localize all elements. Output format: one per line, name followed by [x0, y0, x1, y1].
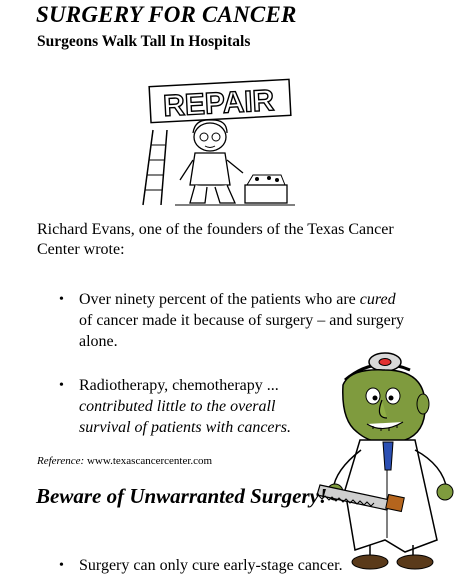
- bullet-text: Over ninety percent of the patients who are: [79, 291, 360, 308]
- bullet-icon: •: [59, 558, 64, 573]
- page-title: SURGERY FOR CANCER: [36, 2, 297, 27]
- reference-source: www.texascancercenter.com: [84, 455, 213, 467]
- reference-line: [37, 455, 212, 467]
- repair-sign-text: REPAIR: [162, 84, 276, 123]
- page-subtitle: Surgeons Walk Tall In Hospitals: [37, 33, 251, 50]
- list-item: [59, 375, 329, 438]
- doctor-illustration: [315, 340, 463, 580]
- bullet-emphasis: contributed little to the overall survival of patients with cancers.: [79, 398, 291, 436]
- bullet-emphasis: cured: [359, 291, 396, 308]
- intro-paragraph: Richard Evans, one of the founders of the Texas Cancer Center wrote:: [37, 221, 394, 258]
- bullet-icon: •: [59, 292, 64, 307]
- reference-label: Reference:: [37, 455, 85, 467]
- section-heading: Beware of Unwarranted Surgery!: [36, 484, 328, 508]
- bullet-text: Radiotherapy, chemotherapy ...: [79, 377, 279, 394]
- list-item: [59, 555, 439, 576]
- bullet-text-cont: of cancer made it because of surgery – and surgery alone.: [79, 312, 405, 350]
- bullet-icon: •: [59, 378, 64, 393]
- bullet-text: Surgery can only cure early-stage cancer.: [79, 557, 343, 574]
- repair-illustration: [135, 75, 300, 210]
